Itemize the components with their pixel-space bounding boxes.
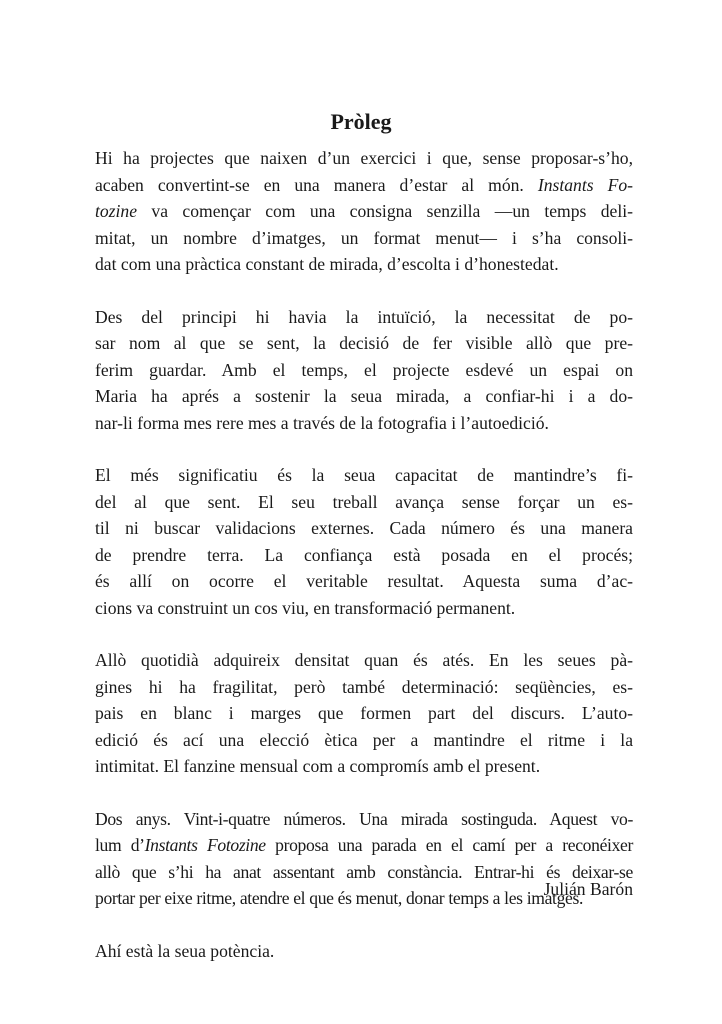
paragraph [95, 462, 633, 621]
text-line [95, 304, 633, 331]
text-line [95, 595, 633, 622]
text-run: lum d’ [95, 835, 145, 855]
text-line [95, 462, 633, 489]
text-line [95, 515, 633, 542]
text-run: pais en blanc i marges que formen part del discurs. L’auto- [95, 703, 633, 723]
text-run: sar nom al que se sent, la decisió de fer visible allò que pre- [95, 333, 633, 353]
italic-title-text: Instants Fotozine [144, 835, 266, 855]
text-line [95, 832, 633, 859]
text-line [95, 383, 633, 410]
text-run: portar per eixe ritme, atendre el que és menut, donar temps a les imatges. [95, 888, 584, 908]
text-run: proposa una parada en el camí per a reconéixer [265, 835, 633, 855]
text-run: Ahí està la seua potència. [95, 940, 275, 961]
paragraph [95, 938, 633, 965]
text-line [95, 938, 633, 965]
text-line [95, 172, 633, 199]
text-run: Dos anys. Vint-i-quatre números. Una mirada sostinguda. Aquest vo- [95, 808, 633, 829]
text-run: és allí on ocorre el veritable resultat. Aquesta suma d’ac- [95, 571, 633, 591]
text-line [95, 330, 633, 357]
italic-title-text: tozine [95, 201, 138, 221]
text-line [95, 700, 633, 727]
paragraph [95, 647, 633, 780]
text-run: de prendre terra. La confiança està posada en el procés; [95, 544, 633, 565]
page-title: Pròleg [330, 109, 392, 134]
text-run: ferim guardar. Amb el temps, el projecte esdevé un espai on [95, 359, 633, 380]
text-line [95, 357, 633, 384]
text-run: nar-li forma mes rere mes a través de la fotografia i l’autoedició. [95, 412, 549, 433]
paragraph [95, 304, 633, 437]
text-line [95, 145, 633, 172]
text-run: cions va construint un cos viu, en transformació permanent. [95, 597, 516, 618]
text-run: Des del principi hi havia la intuïció, la necessitat de po- [95, 306, 633, 327]
text-run: va començar com una consigna senzilla —un temps deli- [137, 201, 633, 221]
text-run: gines hi ha fragilitat, però també determinació: seqüències, es- [95, 676, 633, 697]
text-run: til ni buscar validacions externes. Cada número és una manera [95, 518, 633, 538]
text-run: del al que sent. El seu treball avança sense forçar un es- [95, 491, 633, 512]
text-line [95, 647, 633, 674]
text-run: Maria ha aprés a sostenir la seua mirada, a confiar-hi i a do- [95, 386, 633, 406]
text-line [95, 410, 633, 437]
text-run: intimitat. El fanzine mensual com a compromís amb el present. [95, 756, 541, 776]
text-line [95, 806, 633, 833]
text-line [95, 568, 633, 595]
text-line [95, 727, 633, 754]
text-run: allò que s’hi ha anat assentant amb constància. Entrar-hi és deixar-se [95, 861, 633, 882]
paragraph [95, 145, 633, 278]
text-run: edició és ací una elecció ètica per a mantindre el ritme i la [95, 729, 633, 750]
prologue-body [95, 145, 633, 990]
text-line [95, 198, 633, 225]
text-run: Hi ha projectes que naixen d’un exercici i que, sense proposar-s’ho, [95, 148, 633, 168]
text-line [95, 225, 633, 252]
text-line [95, 542, 633, 569]
text-run: El més significatiu és la seua capacitat de mantindre’s fi- [95, 465, 633, 485]
text-run: mitat, un nombre d’imatges, un format menut— i s’ha consoli- [95, 227, 633, 248]
text-run: dat com una pràctica constant de mirada, d’escolta i d’honestedat. [95, 254, 559, 274]
text-line [95, 753, 633, 780]
text-line [95, 251, 633, 278]
text-run: acaben convertint-se en una manera d’estar al món. [95, 174, 538, 195]
text-run: Allò quotidià adquireix densitat quan és atés. En les seues pà- [95, 650, 633, 670]
text-line [95, 489, 633, 516]
text-line [95, 674, 633, 701]
author-signature: Julián Barón [543, 879, 633, 899]
italic-title-text: Instants Fo- [537, 174, 633, 195]
